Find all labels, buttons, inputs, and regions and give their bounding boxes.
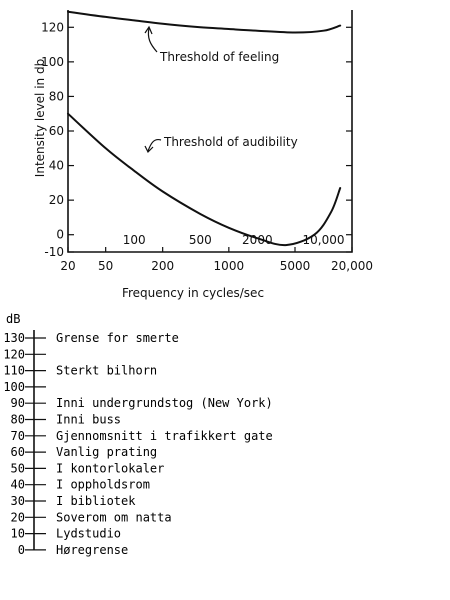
threshold-of-audibility-curve	[68, 114, 340, 245]
axes-group	[68, 10, 352, 252]
threshold-of-feeling-curve	[68, 12, 340, 33]
decibel-tick-value: 120	[3, 347, 25, 362]
curve-labels-group	[145, 27, 298, 152]
x-tick-label: 20	[60, 259, 76, 273]
y-axis-label: Intensity level in db	[33, 58, 47, 178]
y-tick-label: -10	[44, 245, 64, 259]
plot-frame	[68, 10, 352, 252]
x-axis-label: Frequency in cycles/sec	[121, 286, 265, 300]
decibel-tick-value: 130	[3, 331, 25, 345]
decibel-tick-value: 80	[10, 412, 25, 427]
decibel-tick-description: I bibliotek	[56, 494, 136, 508]
decibel-tick-value: 30	[10, 494, 25, 508]
decibel-tick-description: Grense for smerte	[56, 331, 179, 345]
decibel-tick-value: 70	[10, 428, 25, 443]
y-tick-label: 40	[48, 158, 64, 173]
decibel-tick-value: 10	[10, 526, 25, 541]
y-tick-label: 80	[48, 89, 64, 104]
x-tick-label-inner: 10,000	[302, 233, 345, 247]
decibel-tick-description: Lydstudio	[56, 526, 122, 541]
decibel-tick-description: Høregrense	[56, 542, 129, 557]
decibel-tick-description: Gjennomsnitt i trafikkert gate	[56, 428, 273, 443]
decibel-tick-description: Vanlig prating	[56, 445, 158, 460]
x-tick-label: 20,000	[331, 259, 373, 273]
feeling-pointer-arrow	[148, 28, 157, 52]
x-tick-label: 200	[151, 259, 175, 273]
decibel-tick-value: 40	[10, 477, 25, 492]
y-tick-label: 0	[56, 227, 64, 242]
decibel-tick-value: 90	[10, 396, 25, 411]
x-tick-label: 50	[98, 259, 114, 273]
decibel-tick-value: 20	[10, 510, 25, 525]
y-tick-label: 100	[41, 54, 64, 69]
decibel-scale-ticks	[3, 330, 272, 557]
decibel-tick-description: I kontorlokaler	[56, 461, 165, 476]
curves-group	[68, 12, 340, 245]
decibel-tick-description: Soverom om natta	[56, 510, 172, 525]
decibel-tick-value: 0	[17, 542, 25, 557]
x-tick-label-inner: 2000	[242, 233, 273, 247]
y-tick-label: 20	[48, 193, 64, 208]
y-axis-label-group	[33, 59, 47, 177]
x-tick-label: 5000	[279, 259, 311, 273]
x-tick-label-inner: 100	[122, 233, 146, 247]
decibel-tick-description: Sterkt bilhorn	[56, 363, 158, 378]
decibel-tick-description: Inni undergrundstog (New York)	[56, 396, 273, 411]
x-tick-label-inner: 500	[188, 233, 212, 247]
decibel-tick-description: Inni buss	[56, 412, 122, 427]
decibel-tick-value: 100	[3, 379, 25, 394]
decibel-scale-svg	[0, 310, 450, 600]
decibel-tick-description: I oppholdsrom	[56, 477, 150, 492]
threshold-of-feeling-label: Threshold of feeling	[160, 50, 280, 64]
x-tick-label: 1000	[213, 259, 245, 273]
y-tick-label: 60	[48, 124, 64, 138]
decibel-tick-value: 60	[10, 445, 25, 460]
decibel-tick-value: 110	[3, 363, 25, 378]
threshold-of-audibility-label: Threshold of audibility	[164, 135, 298, 149]
y-tick-label: 120	[41, 20, 64, 35]
decibel-unit-label: dB	[6, 312, 21, 326]
decibel-tick-value: 50	[10, 461, 25, 476]
